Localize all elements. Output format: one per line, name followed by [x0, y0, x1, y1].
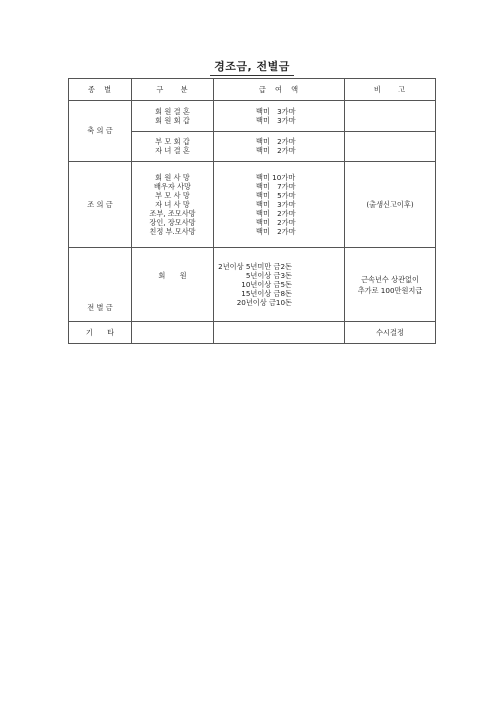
- header-category: 구 분: [132, 79, 214, 101]
- congrats-group2-remark: [345, 131, 436, 162]
- condolence-items: [132, 162, 214, 248]
- document-title-text: 경조금, 전별금: [210, 58, 294, 76]
- condolence-row: [69, 162, 436, 248]
- list-item: 5년이상 금3돈: [245, 271, 292, 280]
- list-item: 백미 5가마: [256, 191, 296, 200]
- list-item: 장인, 장모사망: [149, 218, 196, 227]
- congrats-group1-remark: [345, 101, 436, 132]
- benefits-table: [68, 78, 436, 344]
- list-item: 백미 2가마: [256, 227, 296, 236]
- list-item: 백미 2가마: [256, 209, 296, 218]
- document-title: [0, 58, 504, 76]
- list-item: 10년이상 금5돈: [241, 280, 292, 289]
- list-item: 백미 2가마: [256, 137, 296, 147]
- congrats-group2-amounts: [214, 131, 345, 162]
- list-item: 부 모 회 갑: [155, 137, 190, 147]
- list-item: 20년이상 금10돈: [236, 298, 292, 307]
- list-item: 백미 3가마: [256, 200, 296, 209]
- condolence-label: 조 의 금: [69, 162, 132, 248]
- farewell-label: 전 별 금: [69, 248, 132, 322]
- congrats-group1-items: [132, 101, 214, 132]
- other-row: [69, 322, 436, 344]
- list-item: 추가로 100만원지급: [357, 285, 423, 295]
- farewell-row: [69, 248, 436, 322]
- list-item: 회 원 사 망: [155, 173, 190, 182]
- list-item: 자 녀 결 혼: [155, 146, 190, 156]
- list-item: 근속년수 상관없이: [361, 274, 419, 284]
- other-category: [132, 322, 214, 344]
- farewell-item: 회 원: [132, 248, 214, 322]
- list-item: 백미 3가마: [256, 106, 296, 116]
- condolence-amounts: [214, 162, 345, 248]
- header-row: [69, 79, 436, 101]
- congrats-group2-items: [132, 131, 214, 162]
- list-item: 조부, 조모사망: [149, 209, 196, 218]
- list-item: 배우자 사망: [153, 182, 191, 191]
- header-remark: 비 고: [345, 79, 436, 101]
- list-item: 백미 3가마: [256, 115, 296, 125]
- farewell-remark: [345, 248, 436, 322]
- list-item: 백미 10가마: [256, 173, 296, 182]
- header-amount: 급 여 액: [214, 79, 345, 101]
- congrats-group1-amounts: [214, 101, 345, 132]
- other-remark: 수시결정: [345, 322, 436, 344]
- condolence-remark: (출생신고이후): [345, 162, 436, 248]
- list-item: 2년이상 5년미만 금2돈: [218, 262, 292, 271]
- list-item: 자 녀 사 망: [155, 200, 190, 209]
- list-item: 백미 7가마: [256, 182, 296, 191]
- list-item: 백미 2가마: [256, 146, 296, 156]
- farewell-amounts: [214, 248, 345, 322]
- list-item: 회 원 회 갑: [155, 115, 190, 125]
- header-type: 종 별: [69, 79, 132, 101]
- other-amount: [214, 322, 345, 344]
- list-item: 친정 부.모사망: [149, 227, 196, 236]
- list-item: 회 원 결 혼: [155, 106, 190, 116]
- congrats-label: 축 의 금: [69, 101, 132, 162]
- congrats-row-1: [69, 101, 436, 132]
- list-item: 부 모 사 망: [155, 191, 190, 200]
- list-item: 백미 2가마: [256, 218, 296, 227]
- list-item: 15년이상 금8돈: [241, 289, 292, 298]
- other-label: 기 타: [69, 322, 132, 344]
